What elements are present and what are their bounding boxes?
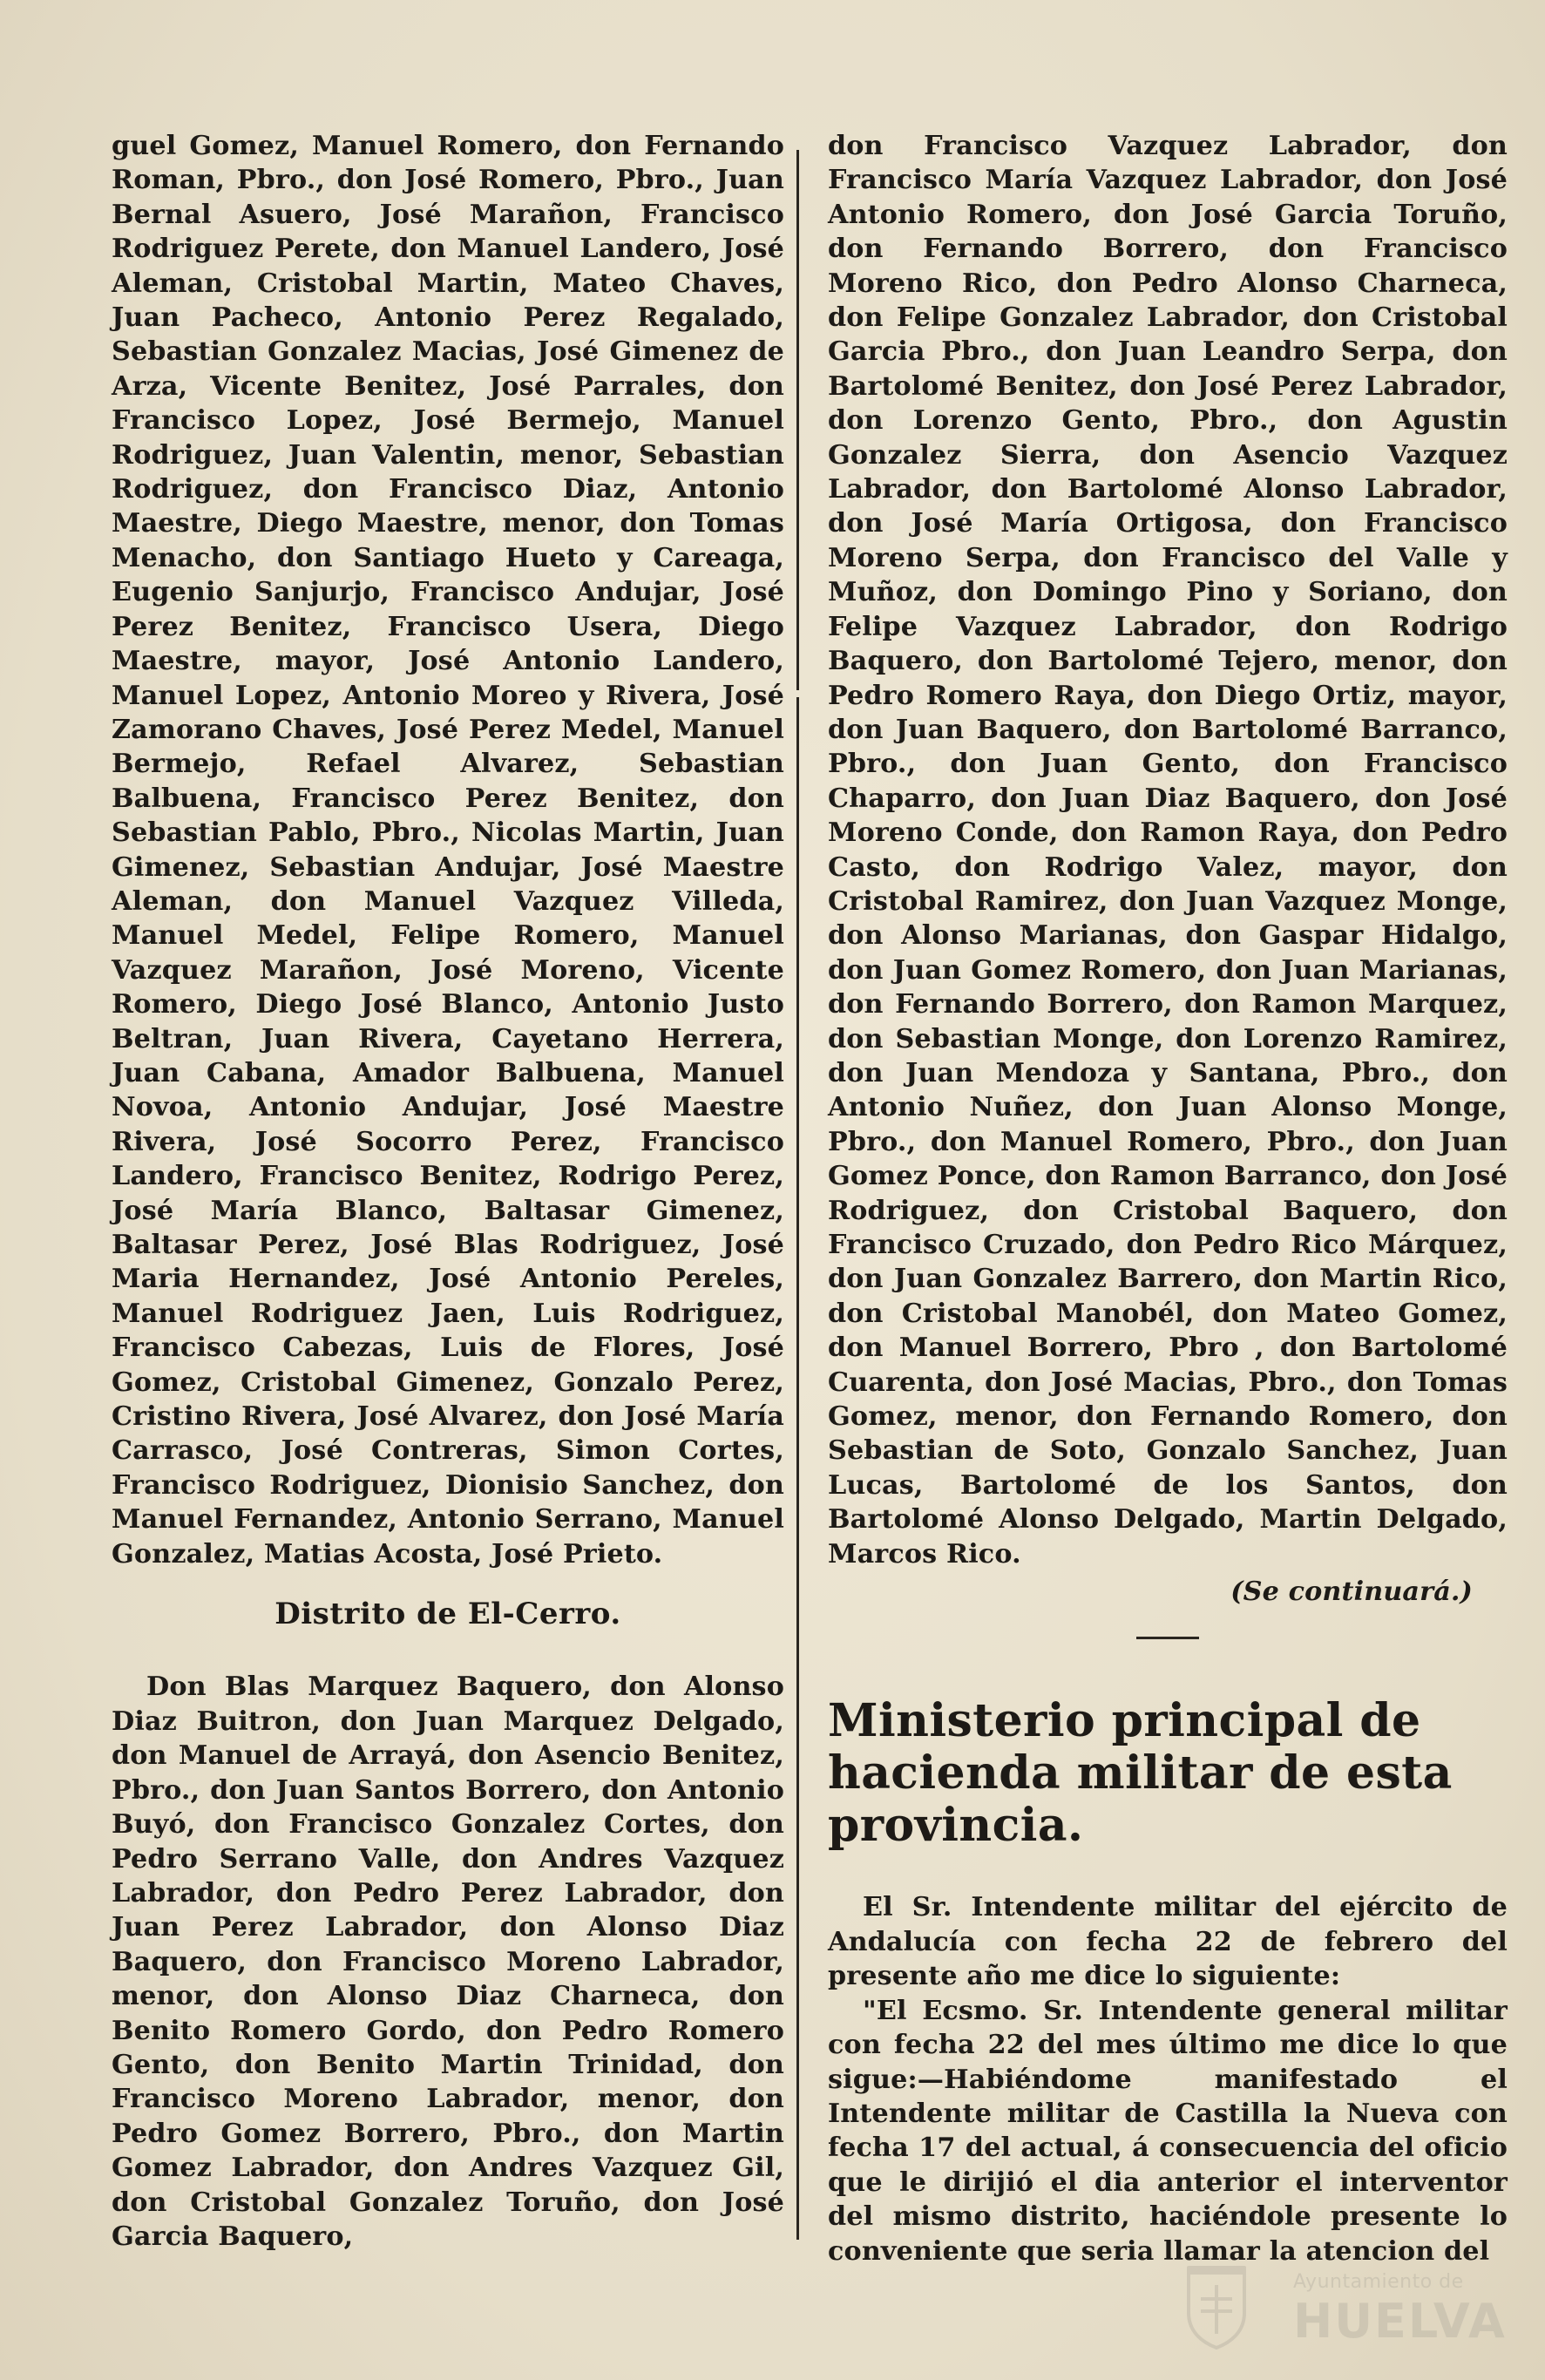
section-divider [1136, 1637, 1199, 1639]
section-title: Ministerio principal de hacienda militar de esta provincia. [828, 1694, 1453, 1853]
quoted-paragraph: "El Ecsmo. Sr. Intendente general militar con fecha 22 del mes último me dice lo que sigue:—Habiéndome manifestado el Intendente militar de Castilla la Nueva con fecha 17 del actual, á consecuencia del oficio que le dirijió el dia anterior el interventor del mismo distrito, haciéndole presente lo conveniente que seria llamar la atencion del [828, 1995, 1508, 2267]
to-be-continued-note: (Se continuará.) [1230, 1576, 1473, 1608]
column-divider [796, 150, 799, 690]
watermark-line2: HUELVA [1293, 2294, 1507, 2349]
watermark-line1: Ayuntamiento de [1293, 2271, 1464, 2293]
right-column [828, 129, 1508, 2268]
left-column [112, 129, 784, 2254]
name-list-paragraph: guel Gomez, Manuel Romero, don Fernando Roman, Pbro., don José Romero, Pbro., Juan Bernal Asuero, José Marañon, Francisco Rodriguez Perete, don Manuel Landero, José Aleman, Cristobal Martin, Mateo Chaves, Juan Pacheco, Antonio Perez Regalado, Sebastian Gonzalez Macias, José Gimenez de Arza, Vicente Benitez, José Parrales, don Francisco Lopez, José Bermejo, Manuel Rodriguez, Juan Valentin, menor, Sebastian Rodriguez, don Francisco Diaz, Antonio Maestre, Diego Maestre, menor, don Tomas Menacho, don Santiago Hueto y Careaga, Eugenio Sanjurjo, Francisco Andujar, José Perez Benitez, Francisco Usera, Diego Maestre, mayor, José Antonio Landero, Manuel Lopez, Antonio Moreo y Rivera, José Zamorano Chaves, José Perez Medel, Manuel Bermejo, Refael Alvarez, Sebastian Balbuena, Francisco Perez Benitez, don Sebastian Pablo, Pbro., Nicolas Martin, Juan Gimenez, Sebastian Andujar, José Maestre Aleman, don Manuel Vazquez Villeda, Manuel Medel, Felipe Romero, Manuel Vazquez Marañon, José Moreno, Vicente Romero, Diego José Blanco, Antonio Justo Beltran, Juan Rivera, Cayetano Herrera, Juan Cabana, Amador Balbuena, Manuel Novoa, Antonio Andujar, José Maestre Rivera, José Socorro Perez, Francisco Landero, Francisco Benitez, Rodrigo Perez, José María Blanco, Baltasar Gimenez, Baltasar Perez, José Blas Rodriguez, José Maria Hernandez, José Antonio Pereles, Manuel Rodriguez Jaen, Luis Rodriguez, Francisco Cabezas, Luis de Flores, José Gomez, Cristobal Gimenez, Gonzalo Perez, Cristino Rivera, José Alvarez, don José María Carrasco, José Contreras, Simon Cortes, Francisco Rodriguez, Dionisio Sanchez, don Manuel Fernandez, Antonio Serrano, Manuel Gonzalez, Matias Acosta, José Prieto. [112, 131, 784, 1570]
district-heading: Distrito de El-Cerro. [274, 1597, 621, 1632]
intro-paragraph: El Sr. Intendente militar del ejército de Andalucía con fecha 22 de febrero del presente año me dice lo siguiente: [828, 1892, 1508, 1992]
column-divider-lower [796, 697, 799, 2240]
district-name-list: Don Blas Marquez Baquero, don Alonso Diaz Buitron, don Juan Marquez Delgado, don Manuel de Arrayá, don Asencio Benitez, Pbro., don Juan Santos Borrero, don Antonio Buyó, don Francisco Gonzalez Cortes, don Pedro Serrano Valle, don Andres Vazquez Labrador, don Pedro Perez Labrador, don Juan Perez Labrador, don Alonso Diaz Baquero, don Francisco Moreno Labrador, menor, don Alonso Diaz Charneca, don Benito Romero Gordo, don Pedro Romero Gento, don Benito Martin Trinidad, don Francisco Moreno Labrador, menor, don Pedro Gomez Borrero, Pbro., don Martin Gomez Labrador, don Andres Vazquez Gil, don Cristobal Gonzalez Toruño, don José Garcia Baquero, [112, 1671, 784, 2252]
watermark-logo [1183, 2257, 1507, 2362]
name-list-continued: don Francisco Vazquez Labrador, don Francisco María Vazquez Labrador, don José Antonio Romero, don José Garcia Toruño, don Fernando Borrero, don Francisco Moreno Rico, don Pedro Alonso Charneca, don Felipe Gonzalez Labrador, don Cristobal Garcia Pbro., don Juan Leandro Serpa, don Bartolomé Benitez, don José Perez Labrador, don Lorenzo Gento, Pbro., don Agustin Gonzalez Sierra, don Asencio Vazquez Labrador, don Bartolomé Alonso Labrador, don José María Ortigosa, don Francisco Moreno Serpa, don Francisco del Valle y Muñoz, don Domingo Pino y Soriano, don Felipe Vazquez Labrador, don Rodrigo Baquero, don Bartolomé Tejero, menor, don Pedro Romero Raya, don Diego Ortiz, mayor, don Juan Baquero, don Bartolomé Barranco, Pbro., don Juan Gento, don Francisco Chaparro, don Juan Diaz Baquero, don José Moreno Conde, don Ramon Raya, don Pedro Casto, don Rodrigo Valez, mayor, don Cristobal Ramirez, don Juan Vazquez Monge, don Alonso Marianas, don Gaspar Hidalgo, don Juan Gomez Romero, don Juan Marianas, don Fernando Borrero, don Ramon Marquez, don Sebastian Monge, don Lorenzo Ramirez, don Juan Mendoza y Santana, Pbro., don Antonio Nuñez, don Juan Alonso Monge, Pbro., don Manuel Romero, Pbro., don Juan Gomez Ponce, don Ramon Barranco, don José Rodriguez, don Cristobal Baquero, don Francisco Cruzado, don Pedro Rico Márquez, don Juan Gonzalez Barrero, don Martin Rico, don Cristobal Manobél, don Mateo Gomez, don Manuel Borrero, Pbro , don Bartolomé Cuarenta, don José Macias, Pbro., don Tomas Gomez, menor, don Fernando Romero, don Sebastian de Soto, Gonzalo Sanchez, Juan Lucas, Bartolomé de los Santos, don Bartolomé Alonso Delgado, Martin Delgado, Marcos Rico. [828, 131, 1508, 1570]
crest-icon [1183, 2264, 1250, 2351]
